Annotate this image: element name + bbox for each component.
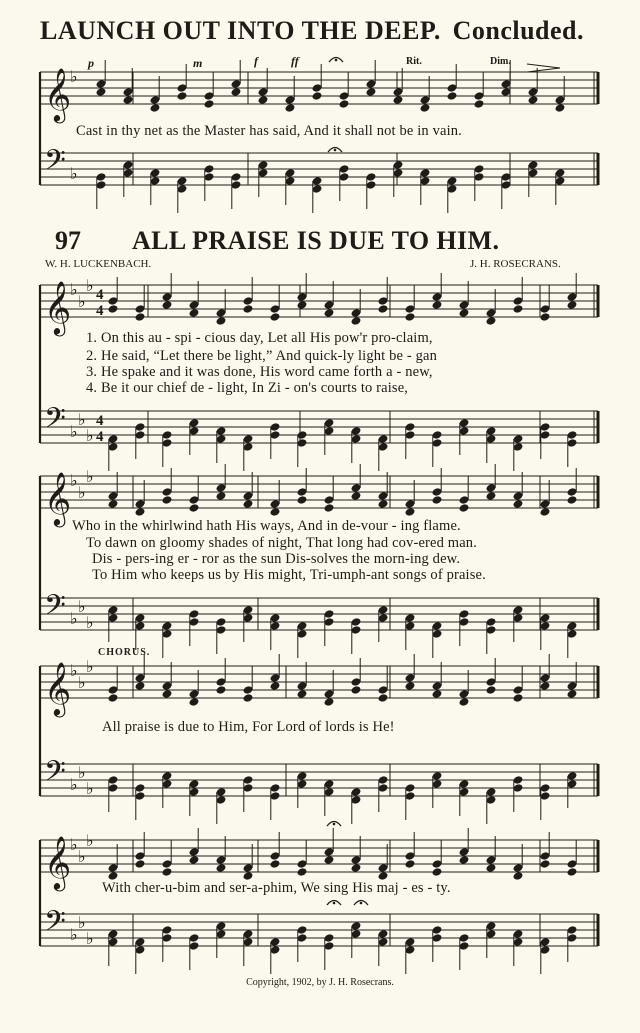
- dynamic-p: p: [88, 56, 94, 70]
- verse-2-line-2: To dawn on gloomy shades of night, That long had cov-ered man.: [86, 535, 477, 551]
- svg-text:𝄢: 𝄢: [44, 144, 66, 184]
- svg-text:♭: ♭: [86, 929, 94, 948]
- svg-text:♭: ♭: [78, 913, 86, 932]
- svg-text:♭: ♭: [86, 426, 94, 445]
- svg-text:♭: ♭: [70, 775, 78, 794]
- svg-text:♭: ♭: [78, 292, 86, 311]
- prev-hymn-lyric: Cast in thy net as the Master has said, And it shall not be in vain.: [76, 123, 462, 139]
- hymn-number: 97: [55, 226, 81, 255]
- svg-text:4: 4: [96, 287, 104, 303]
- verse-4-line-1: 4. Be it our chief de - light, In Zi - on's courts to raise,: [86, 380, 409, 396]
- hymn-title: ALL PRAISE IS DUE TO HIM.: [132, 226, 500, 255]
- svg-text:♭: ♭: [78, 673, 86, 692]
- svg-text:𝄢: 𝄢: [44, 905, 66, 945]
- svg-text:♭: ♭: [86, 831, 94, 850]
- verse-3-line-1: 3. He spake and it was done, His word came forth a - new,: [86, 364, 433, 380]
- svg-text:♭: ♭: [78, 410, 86, 429]
- verse-1-line-1: 1. On this au - spi - cious day, Let all His pow'r pro-claim,: [86, 330, 433, 346]
- svg-text:♭: ♭: [78, 763, 86, 782]
- svg-text:𝄞: 𝄞: [44, 280, 72, 334]
- svg-text:♭: ♭: [86, 613, 94, 632]
- dim-mark: Dim.: [490, 56, 511, 67]
- svg-text:𝄢: 𝄢: [44, 589, 66, 629]
- hymn-composer: J. H. ROSECRANS.: [470, 258, 561, 270]
- svg-text:♭: ♭: [78, 597, 86, 616]
- prev-hymn-title: LAUNCH OUT INTO THE DEEP.: [40, 16, 441, 45]
- page-title: [40, 16, 600, 46]
- svg-text:♭: ♭: [70, 280, 78, 299]
- svg-text:𝄢: 𝄢: [44, 755, 66, 795]
- verse-2-line-1: 2. He said, “Let there be light,” And quick-ly light be - gan: [86, 348, 438, 364]
- hymn-author: W. H. LUCKENBACH.: [45, 258, 152, 270]
- dynamic-ff: ff: [291, 54, 299, 68]
- svg-text:𝄞: 𝄞: [44, 835, 72, 889]
- svg-text:♭: ♭: [70, 925, 78, 944]
- verse-1-line-2: Who in the whirlwind hath His ways, And in de-vour - ing flame.: [72, 518, 461, 534]
- svg-text:4: 4: [96, 303, 104, 319]
- copyright-notice: Copyright, 1902, by J. H. Rosecrans.: [246, 977, 394, 988]
- rit-mark: Rit.: [406, 56, 422, 67]
- svg-text:𝄞: 𝄞: [44, 471, 72, 525]
- concluded-label: Concluded.: [452, 16, 584, 45]
- svg-text:𝄢: 𝄢: [44, 402, 66, 442]
- svg-text:𝄞: 𝄞: [44, 67, 72, 121]
- chorus-line-2: With cher-u-bim and ser-a-phim, We sing His maj - es - ty.: [102, 880, 451, 896]
- verse-4-line-2: To Him who keeps us by His might, Tri-umph-ant songs of praise.: [92, 567, 486, 583]
- verse-3-line-2: Dis - pers-ing er - ror as the sun Dis-solves the morn-ing dew.: [92, 551, 461, 567]
- svg-text:4: 4: [96, 413, 104, 429]
- svg-text:♭: ♭: [78, 847, 86, 866]
- svg-text:𝄞: 𝄞: [44, 661, 72, 715]
- svg-text:♭: ♭: [86, 779, 94, 798]
- svg-text:4: 4: [96, 429, 104, 445]
- chorus-line-1: All praise is due to Him, For Lord of lords is He!: [102, 719, 395, 735]
- svg-text:♭: ♭: [70, 609, 78, 628]
- svg-text:♭: ♭: [78, 483, 86, 502]
- svg-text:♭: ♭: [86, 276, 94, 295]
- svg-text:♭: ♭: [86, 657, 94, 676]
- svg-text:♭: ♭: [70, 661, 78, 680]
- svg-text:♭: ♭: [70, 67, 78, 86]
- dynamic-f: f: [254, 54, 258, 68]
- svg-text:♭: ♭: [70, 422, 78, 441]
- svg-text:♭: ♭: [70, 471, 78, 490]
- svg-text:♭: ♭: [70, 835, 78, 854]
- dynamic-m: m: [193, 56, 203, 70]
- svg-text:♭: ♭: [70, 164, 78, 183]
- chorus-label: CHORUS.: [98, 647, 151, 658]
- svg-text:♭: ♭: [86, 467, 94, 486]
